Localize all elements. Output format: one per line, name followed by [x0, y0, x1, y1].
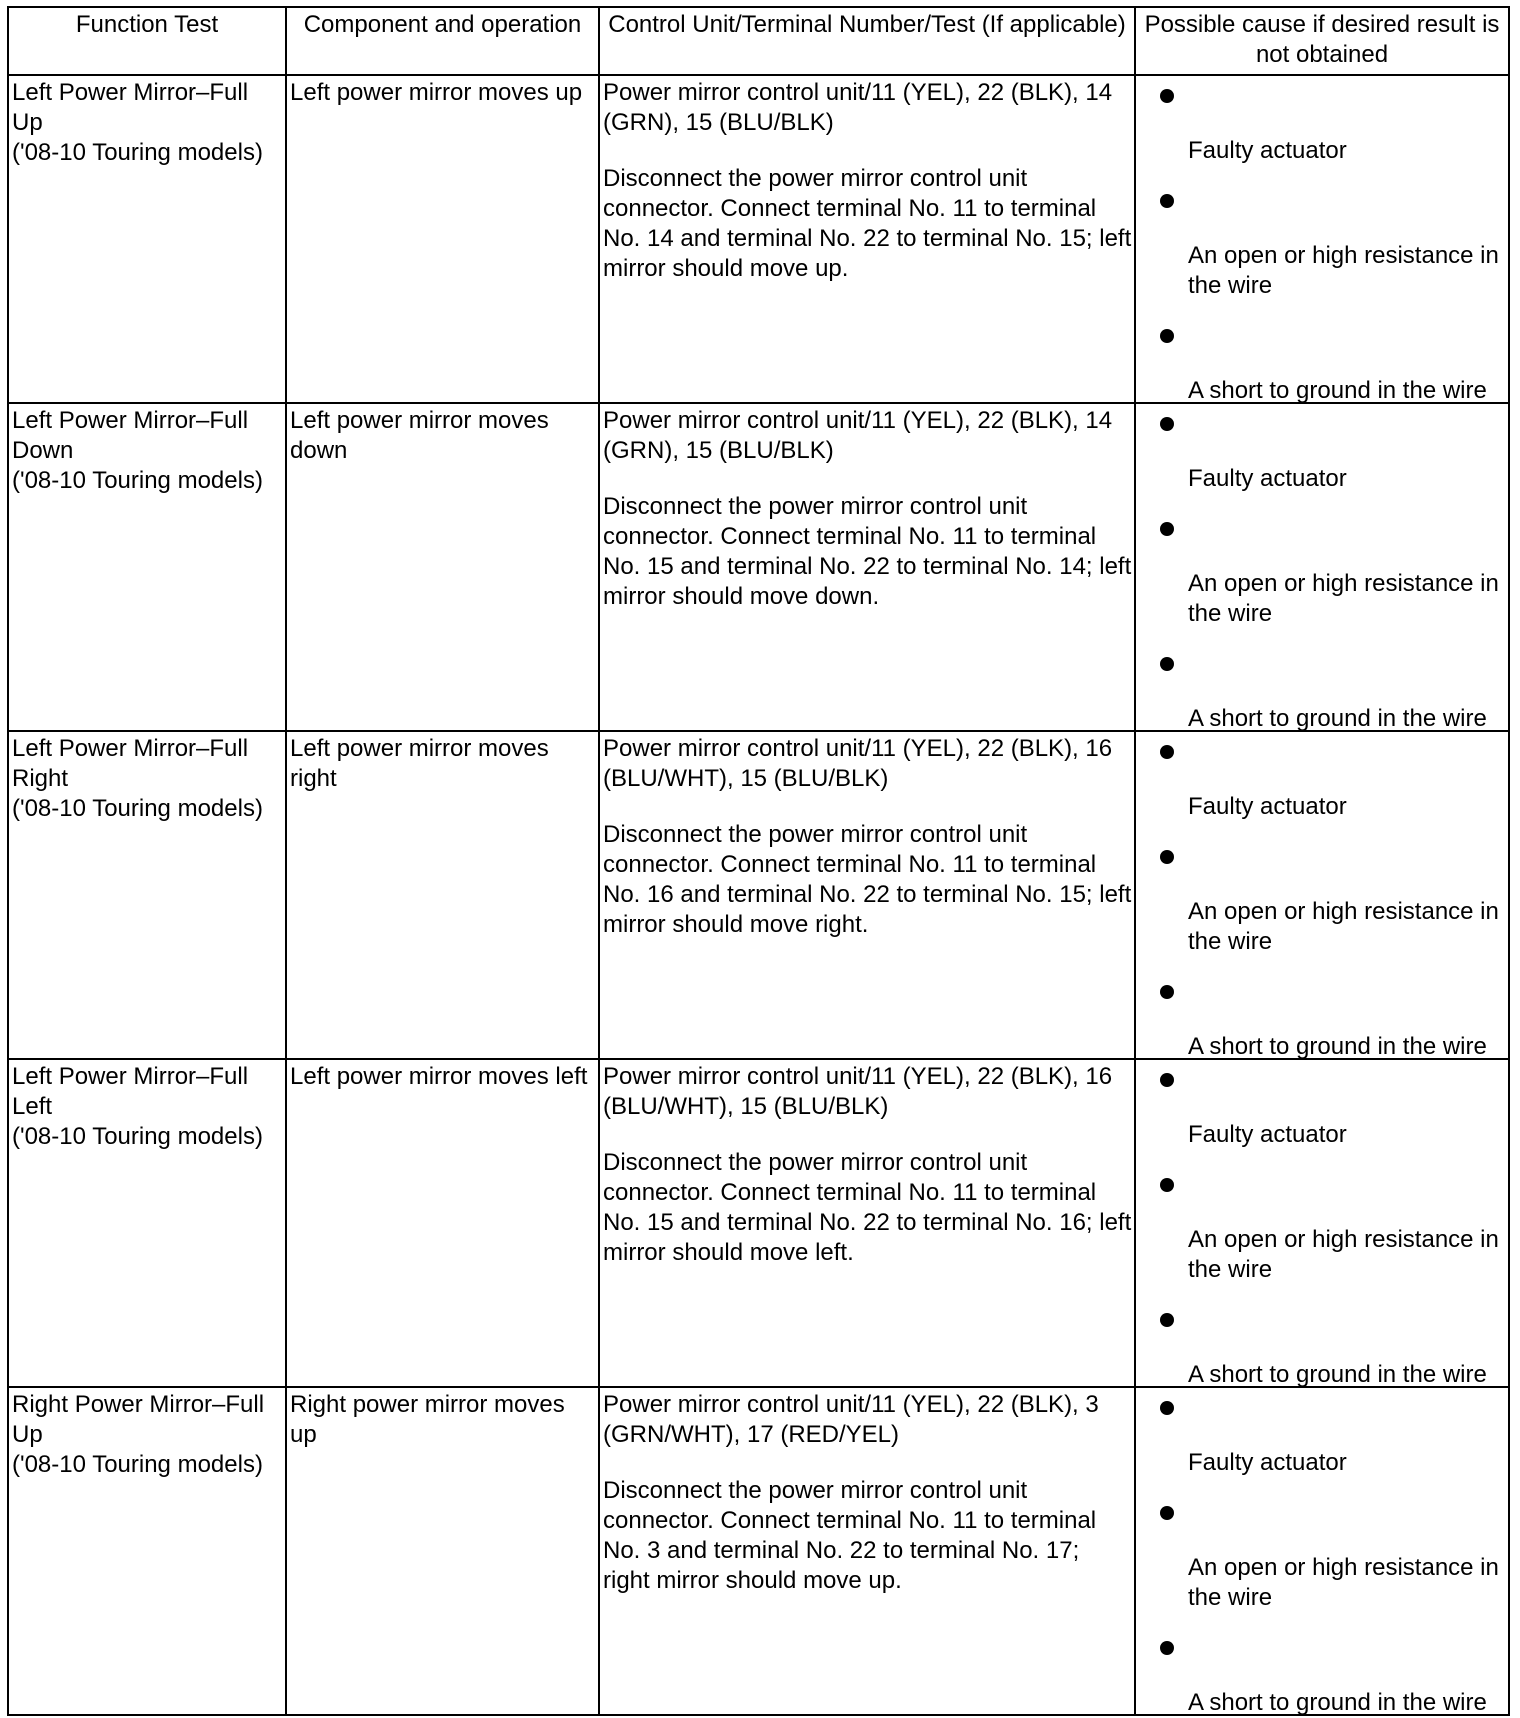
possible-cause-list: [1136, 1388, 1508, 1714]
bullet-icon: [1160, 1313, 1174, 1327]
table-row: [8, 731, 1509, 1059]
possible-cause-text: An open or high resistance in the wire: [1188, 1554, 1499, 1611]
table-body: [8, 75, 1509, 1715]
bullet-icon: [1160, 1641, 1174, 1655]
function-test-cell: [8, 731, 286, 1059]
control-unit-cell: [599, 75, 1135, 403]
possible-cause-cell: [1135, 731, 1509, 1059]
bullet-icon: [1160, 985, 1174, 999]
component-operation-cell: Right power mirror moves up: [286, 1387, 599, 1715]
control-unit-terminals: Power mirror control unit/11 (YEL), 22 (BLK), 14 (GRN), 15 (BLU/BLK): [603, 407, 1113, 464]
header-function-test: Function Test: [8, 7, 286, 75]
header-possible-cause: Possible cause if desired result is not obtained: [1135, 7, 1509, 75]
possible-cause-text: Faulty actuator: [1188, 1121, 1347, 1148]
possible-cause-text: A short to ground in the wire: [1188, 1361, 1487, 1388]
bullet-icon: [1160, 1178, 1174, 1192]
possible-cause-cell: [1135, 1387, 1509, 1715]
control-unit-test-procedure: Disconnect the power mirror control unit connector. Connect terminal No. 11 to terminal No. 16 and terminal No. 22 to terminal No. 15; left mirror should move right.: [603, 821, 1132, 938]
function-test-cell: [8, 1387, 286, 1715]
function-test-models: ('08-10 Touring models): [12, 1123, 263, 1150]
bullet-icon: [1160, 745, 1174, 759]
function-test-name: Left Power Mirror–Full Left: [12, 1063, 249, 1120]
control-unit-test-procedure: Disconnect the power mirror control unit connector. Connect terminal No. 11 to terminal No. 15 and terminal No. 22 to terminal No. 14; left mirror should move down.: [603, 493, 1132, 610]
possible-cause-text: Faulty actuator: [1188, 1449, 1347, 1476]
bullet-icon: [1160, 417, 1174, 431]
possible-cause-text: An open or high resistance in the wire: [1188, 898, 1499, 955]
possible-cause-list: [1136, 732, 1508, 1058]
control-unit-terminals: Power mirror control unit/11 (YEL), 22 (BLK), 3 (GRN/WHT), 17 (RED/YEL): [603, 1391, 1099, 1448]
header-row: [8, 7, 1509, 75]
function-test-name: Left Power Mirror–Full Down: [12, 407, 249, 464]
function-test-models: ('08-10 Touring models): [12, 467, 263, 494]
table-row: [8, 75, 1509, 403]
function-test-table: [7, 6, 1510, 1716]
possible-cause-text: A short to ground in the wire: [1188, 1033, 1487, 1060]
possible-cause-text: A short to ground in the wire: [1188, 1689, 1487, 1716]
bullet-icon: [1160, 1401, 1174, 1415]
function-test-cell: [8, 1059, 286, 1387]
possible-cause-text: Faulty actuator: [1188, 465, 1347, 492]
possible-cause-cell: [1135, 403, 1509, 731]
table-row: [8, 1387, 1509, 1715]
function-test-name: Left Power Mirror–Full Right: [12, 735, 249, 792]
possible-cause-text: A short to ground in the wire: [1188, 705, 1487, 732]
control-unit-test-procedure: Disconnect the power mirror control unit connector. Connect terminal No. 11 to terminal No. 14 and terminal No. 22 to terminal No. 15; left mirror should move up.: [603, 165, 1132, 282]
possible-cause-list: [1136, 76, 1508, 402]
bullet-icon: [1160, 657, 1174, 671]
function-test-name: Right Power Mirror–Full Up: [12, 1391, 265, 1448]
bullet-icon: [1160, 1506, 1174, 1520]
component-operation-cell: Left power mirror moves right: [286, 731, 599, 1059]
header-control-unit: Control Unit/Terminal Number/Test (If applicable): [599, 7, 1135, 75]
control-unit-cell: [599, 1387, 1135, 1715]
function-test-name: Left Power Mirror–Full Up: [12, 79, 249, 136]
control-unit-terminals: Power mirror control unit/11 (YEL), 22 (BLK), 16 (BLU/WHT), 15 (BLU/BLK): [603, 1063, 1113, 1120]
function-test-cell: [8, 75, 286, 403]
function-test-models: ('08-10 Touring models): [12, 795, 263, 822]
possible-cause-cell: [1135, 1059, 1509, 1387]
bullet-icon: [1160, 89, 1174, 103]
possible-cause-list: [1136, 1060, 1508, 1386]
function-test-models: ('08-10 Touring models): [12, 1451, 263, 1478]
possible-cause-text: A short to ground in the wire: [1188, 377, 1487, 404]
bullet-icon: [1160, 329, 1174, 343]
control-unit-cell: [599, 403, 1135, 731]
component-operation-cell: Left power mirror moves left: [286, 1059, 599, 1387]
bullet-icon: [1160, 522, 1174, 536]
bullet-icon: [1160, 1073, 1174, 1087]
possible-cause-text: Faulty actuator: [1188, 137, 1347, 164]
control-unit-cell: [599, 1059, 1135, 1387]
possible-cause-text: Faulty actuator: [1188, 793, 1347, 820]
function-test-cell: [8, 403, 286, 731]
bullet-icon: [1160, 194, 1174, 208]
bullet-icon: [1160, 850, 1174, 864]
header-component-operation: Component and operation: [286, 7, 599, 75]
possible-cause-text: An open or high resistance in the wire: [1188, 570, 1499, 627]
table-header: [8, 7, 1509, 75]
possible-cause-cell: [1135, 75, 1509, 403]
control-unit-test-procedure: Disconnect the power mirror control unit connector. Connect terminal No. 11 to terminal No. 3 and terminal No. 22 to terminal No. 17; right mirror should move up.: [603, 1477, 1097, 1594]
control-unit-terminals: Power mirror control unit/11 (YEL), 22 (BLK), 16 (BLU/WHT), 15 (BLU/BLK): [603, 735, 1113, 792]
table-row: [8, 1059, 1509, 1387]
function-test-models: ('08-10 Touring models): [12, 139, 263, 166]
control-unit-test-procedure: Disconnect the power mirror control unit connector. Connect terminal No. 11 to terminal No. 15 and terminal No. 22 to terminal No. 16; left mirror should move left.: [603, 1149, 1132, 1266]
component-operation-cell: Left power mirror moves down: [286, 403, 599, 731]
control-unit-terminals: Power mirror control unit/11 (YEL), 22 (BLK), 14 (GRN), 15 (BLU/BLK): [603, 79, 1113, 136]
possible-cause-text: An open or high resistance in the wire: [1188, 1226, 1499, 1283]
possible-cause-text: An open or high resistance in the wire: [1188, 242, 1499, 299]
control-unit-cell: [599, 731, 1135, 1059]
possible-cause-list: [1136, 404, 1508, 730]
component-operation-cell: Left power mirror moves up: [286, 75, 599, 403]
table-row: [8, 403, 1509, 731]
